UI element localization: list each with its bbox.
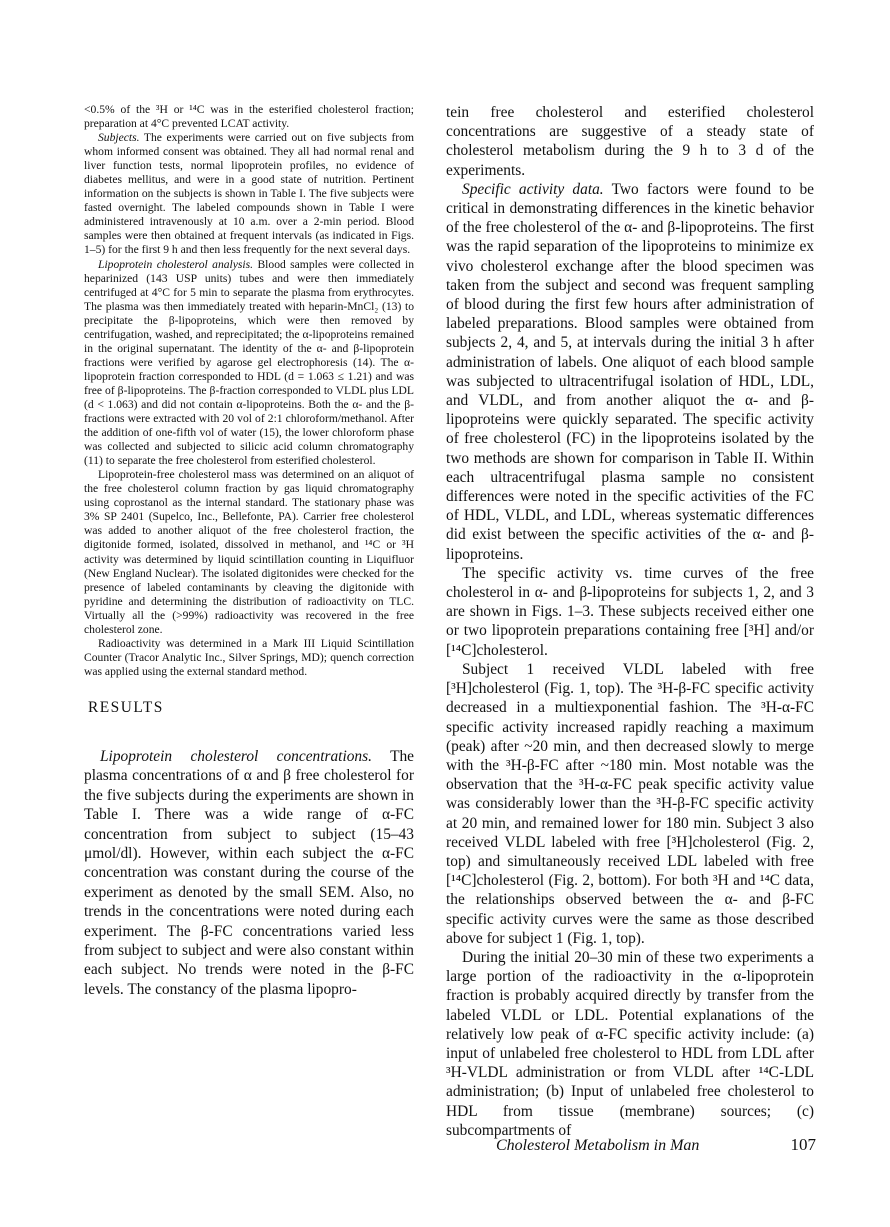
paragraph-specific-activity: [446, 180, 814, 564]
page-number: 107: [790, 1135, 816, 1154]
left-column: [84, 103, 414, 999]
runin-heading-lipoprotein-analysis: Lipoprotein cholesterol analysis.: [98, 257, 254, 271]
paragraph-concentrations: [84, 747, 414, 999]
paragraph-steady-state: tein free cholesterol and esterified cholesterol concentrations are suggestive of a steady state of cholesterol metabolism during the 9 h to 3 d of the experiments.: [446, 104, 814, 179]
runin-heading-subjects: Subjects.: [98, 131, 140, 145]
page-footer: [496, 1137, 816, 1155]
results-intro: [84, 747, 414, 999]
runin-heading-concentrations: Lipoprotein cholesterol concentrations.: [100, 747, 372, 765]
paragraph-cholesterol-mass: Lipoprotein-free cholesterol mass was determined on an aliquot of the free cholesterol column fraction by gas liquid chromatography using coprostanol as the internal standard. The stationary phase was 3% SP 2401 (Supelco, Inc., Bellefonte, PA). Carrier free cholesterol was added to another aliquot of the free cholesterol fraction, the digitonide formed, isolated, dissolved in methanol, and ¹⁴C or ³H activity was determined by liquid scintillation counting in Liquifluor (New England Nuclear). The isolated digitonides were checked for the presence of labeled contaminants by cleaving the digitonide with pyridine and determining the distribution of radioactivity on TLC. Virtually all the (>99%) radioactivity was recovered in the free cholesterol zone.: [84, 468, 414, 636]
paragraph-methods-end: <0.5% of the ³H or ¹⁴C was in the esterified cholesterol fraction; preparation at 4°C prevented LCAT activity.: [84, 103, 414, 131]
paragraph-radioactivity: Radioactivity was determined in a Mark III Liquid Scintillation Counter (Tracor Analytic Inc., Silver Springs, MD); quench correction was applied using the external standard method.: [84, 636, 414, 678]
paragraph-activity-curves: The specific activity vs. time curves of the free cholesterol in α- and β-lipoproteins for subjects 1, 2, and 3 are shown in Figs. 1–3. These subjects received either one or two lipoprotein preparations containing free [³H] and/or [¹⁴C]cholesterol.: [446, 564, 814, 659]
paragraph-subjects: [84, 131, 414, 257]
paragraph-initial-minutes: During the initial 20–30 min of these two experiments a large portion of the radioactivity in the α-lipoprotein fraction is probably acquired directly by transfer from the labeled VLDL or LDL. Potential explanations of the relatively low peak of α-FC specific activity include: (a) input of unlabeled free cholesterol to HDL from LDL after ³H-VLDL administration or from VLDL after ¹⁴C-LDL administration; (b) Input of unlabeled free cholesterol to HDL from tissue (membrane) sources; (c) subcompartments of: [446, 948, 814, 1139]
section-heading-results: RESULTS: [88, 698, 164, 716]
paragraph-text: Blood samples were collected in heparinized (143 USP units) tubes and were then immediately centrifuged at 4°C for 5 min to separate the plasma from erythrocytes. The plasma was then immediately treated with heparin-MnCl₂ (13) to precipitate the β-lipoproteins, which were then removed by centrifugation, washed, and reprecipitated; the α-lipoproteins remained in the original supernatant. The identity of the α- and β-lipoprotein fractions were verified by agarose gel electrophoresis (14). The α-lipoprotein fraction corresponded to HDL (d = 1.063 ≤ 1.21) and was free of β-lipoproteins. The β-fraction corresponded to VLDL plus LDL (d < 1.063) and did not contain α-lipoproteins. Both the α- and the β-fractions were extracted with 20 vol of 2:1 chloroform/methanol. After the addition of one-fifth vol of water (15), the lower chloroform phase was collected and subjected to silicic acid column chromatography (11) to separate the free cholesterol from esterified cholesterol.: [84, 257, 414, 468]
running-title: Cholesterol Metabolism in Man: [496, 1137, 700, 1154]
runin-heading-specific-activity: Specific activity data.: [462, 180, 604, 198]
paragraph-subject-1: Subject 1 received VLDL labeled with free [³H]cholesterol (Fig. 1, top). The ³H-β-FC specific activity decreased in a multiexponential fashion. The ³H-α-FC specific activity increased rapidly reaching a maximum (peak) after ~20 min, and then decreased slowly to merge with the ³H-β-FC after ~180 min. Most notable was the observation that the ³H-α-FC peak specific activity value was considerably lower than the ³H-β-FC specific activity at 20 min, and remained lower for 180 min. Subject 3 also received VLDL labeled with free [³H]cholesterol (Fig. 2, top) and simultaneously received LDL labeled with free [¹⁴C]cholesterol (Fig. 2, bottom). For both ³H and ¹⁴C data, the relationships observed between the α- and β-FC specific activity curves were the same as those described above for subject 1 (Fig. 1, top).: [446, 660, 814, 947]
paragraph-lipoprotein-analysis: [84, 258, 414, 469]
paragraph-text: The experiments were carried out on five subjects from whom informed consent was obtained. They all had normal renal and liver function tests, normal lipoprotein profiles, no evidence of diabetes mellitus, and were in a good state of nutrition. Pertinent information on the subjects is shown in Table I. The five subjects were fasted overnight. The labeled compounds shown in Table I were administered intravenously at 10 a.m. over a 2-min period. Blood samples were then obtained at frequent intervals (as indicated in Figs. 1–5) for the first 9 h and then less frequently for the next several days.: [84, 131, 414, 257]
paragraph-text: The plasma concentrations of α and β free cholesterol for the five subjects during the experiments are shown in Table I. There was a wide range of α-FC concentration from subject to subject (15–43 μmol/dl). However, within each subject the α-FC concentration was constant during the course of the experiment as denoted by the small SEM. Also, no trends in the concentrations were noted during each experiment. The β-FC concentrations varied less from subject to subject and were also constant within each subject. No trends were noted in the β-FC levels. The constancy of the plasma lipopro-: [84, 747, 414, 998]
paragraph-text: Two factors were found to be critical in demonstrating differences in the kinetic behavior of the free cholesterol of the α- and β-lipoproteins. The first was the rapid separation of the lipoproteins to minimize ex vivo cholesterol exchange after the blood specimen was taken from the subject and second was frequent sampling of blood during the first few hours after administration of labeled preparations. Blood samples were obtained from subjects 2, 4, and 5, at intervals during the initial 3 h after administration of labels. One aliquot of each blood sample was subjected to ultracentrifugal isolation of HDL, LDL, and VLDL, and from another aliquot the α- and β-lipoproteins were quickly separated. The specific activity of free cholesterol (FC) in the lipoproteins isolated by the two methods are shown for comparison in Table II. Within each ultracentrifugal plasma sample no consistent differences were noted in the specific activities of the FC of HDL, VLDL, and LDL, whereas systematic differences did exist between the specific activities of the α- and β-lipoproteins.: [446, 180, 814, 563]
right-column: [446, 103, 814, 1140]
